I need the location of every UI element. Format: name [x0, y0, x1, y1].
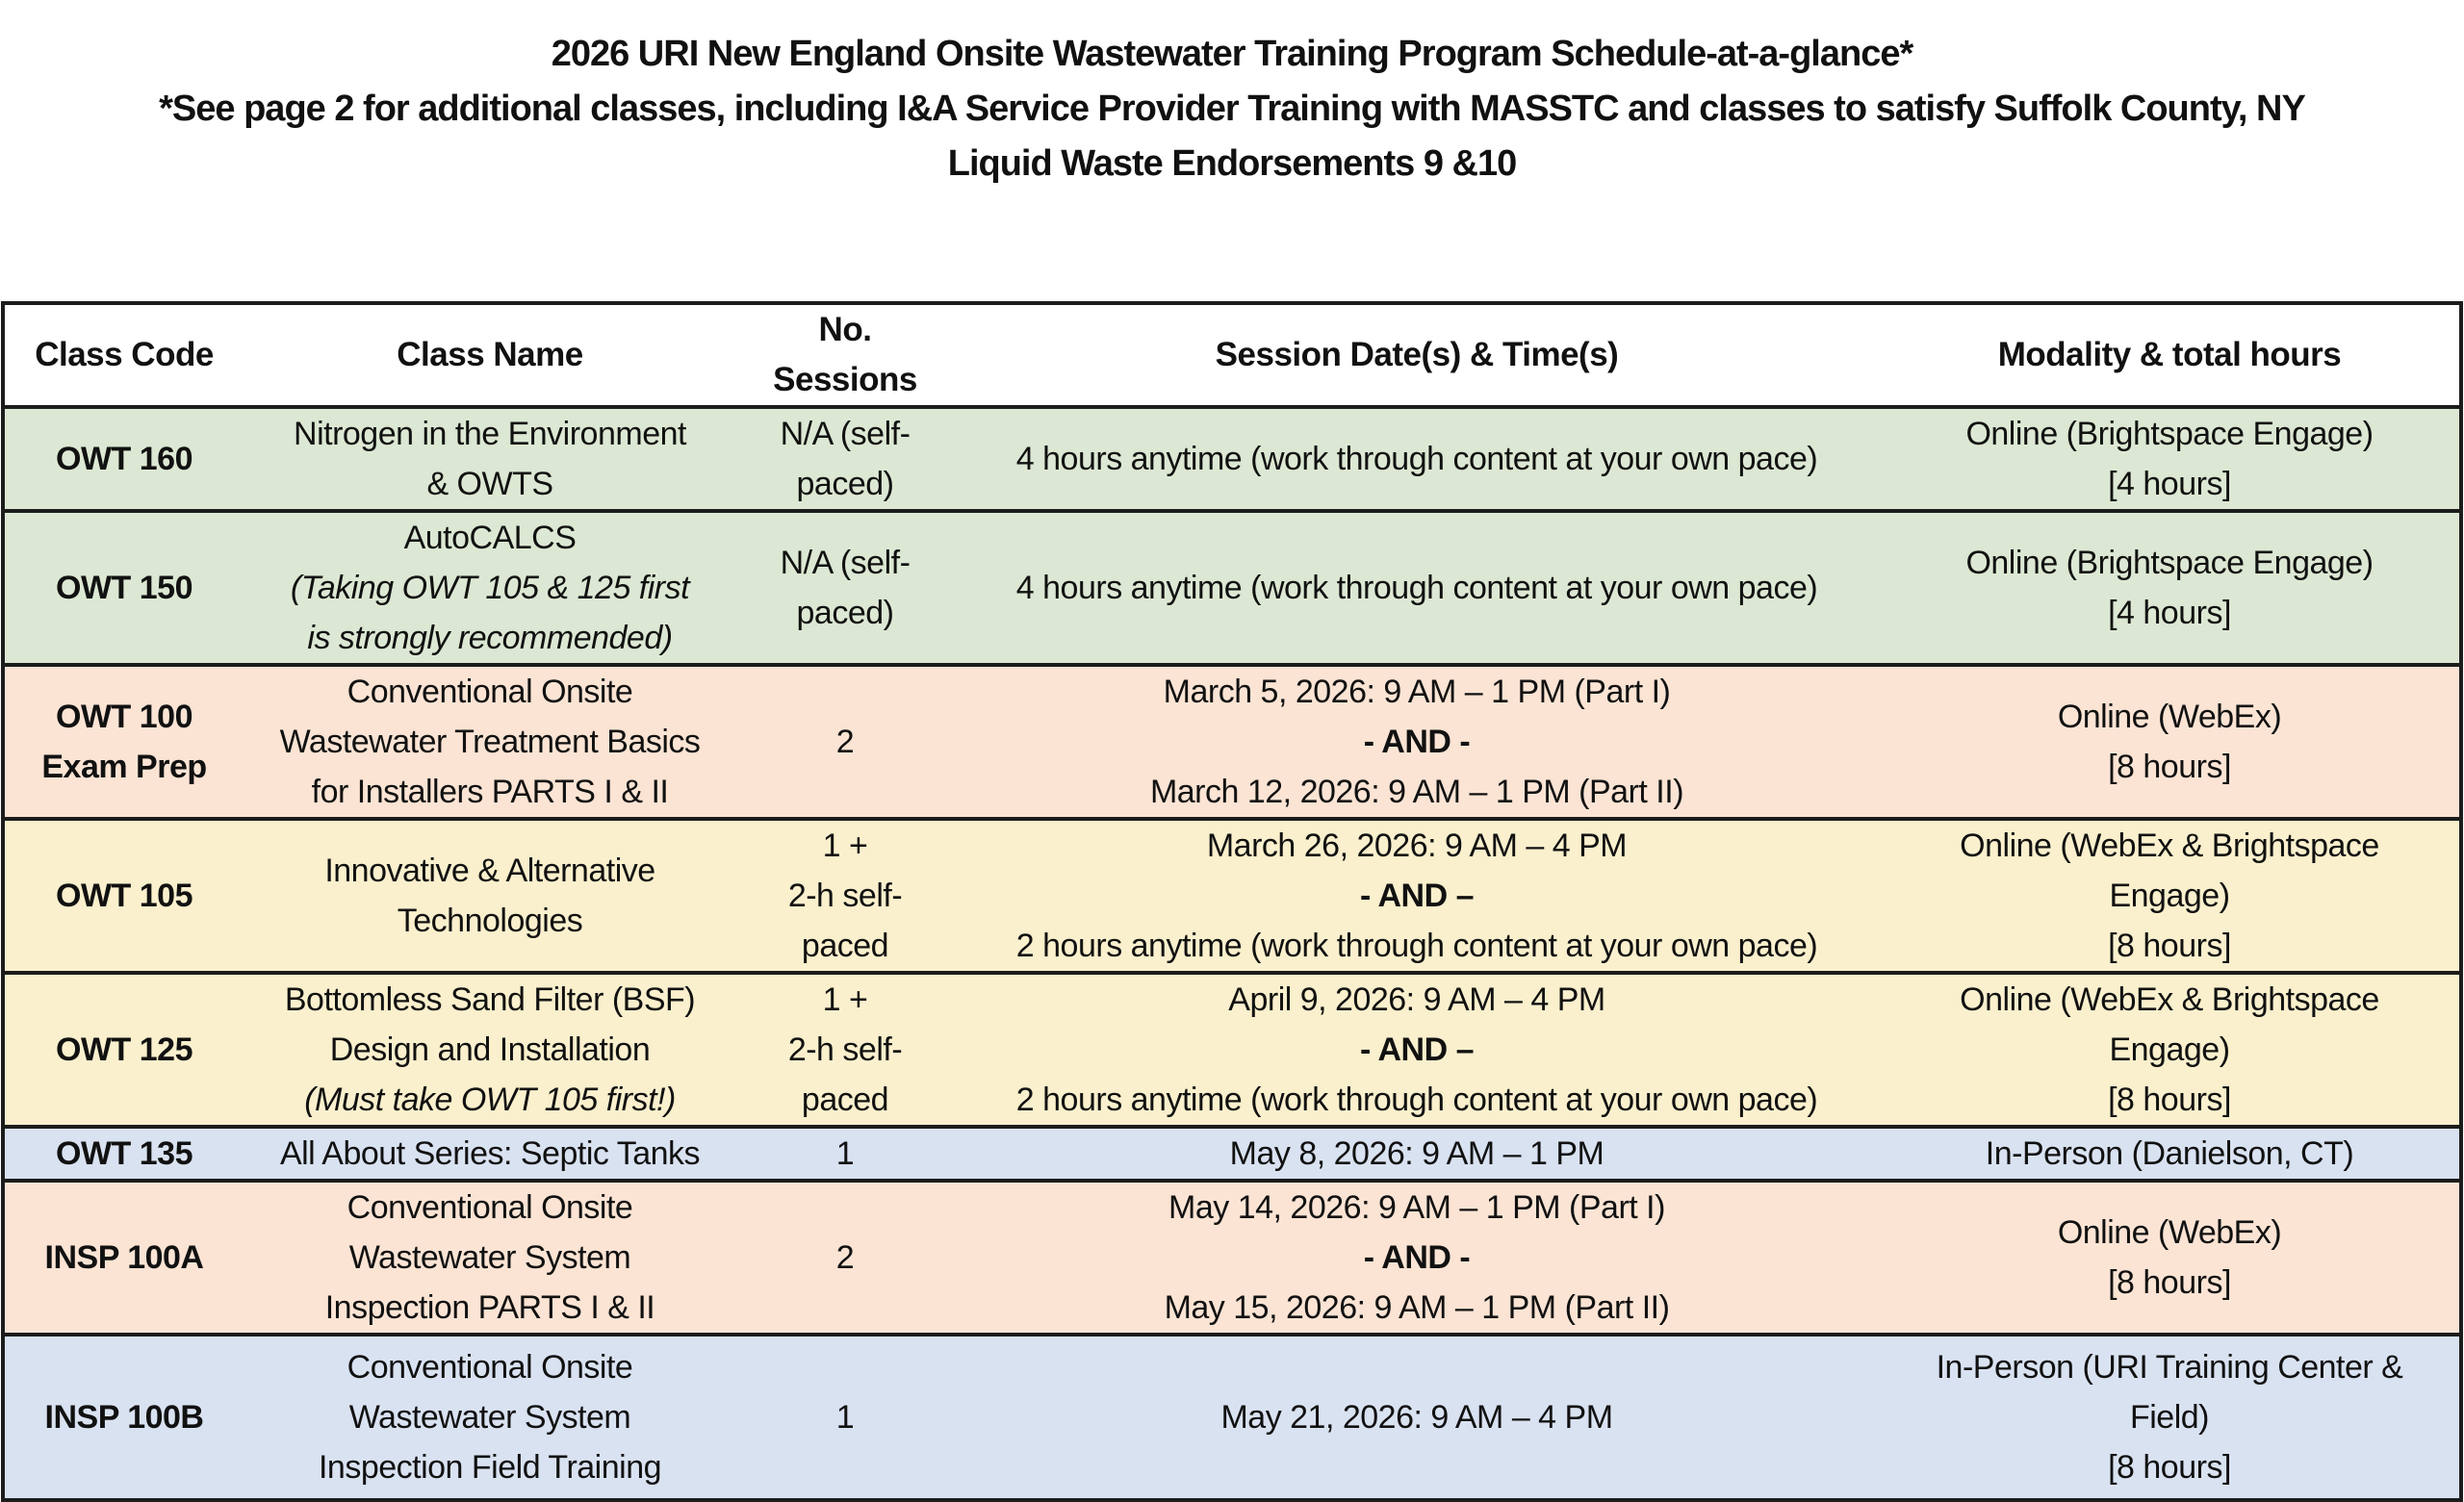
cell-line: N/A (self-	[780, 416, 911, 452]
cell-line: In-Person (Danielson, CT)	[1985, 1135, 2354, 1172]
cell-line: [8 hours]	[2108, 1264, 2231, 1301]
title-line-3: Liquid Waste Endorsements 9 &10	[947, 143, 1517, 184]
cell-line: 4 hours anytime (work through content at your own pace)	[1015, 441, 1818, 477]
header-line: No.	[818, 311, 872, 348]
cell-line: Conventional Onsite	[346, 674, 633, 710]
cell-line: March 5, 2026: 9 AM – 1 PM (Part I)	[1163, 674, 1671, 710]
sessions-cell	[736, 819, 954, 973]
cell-line: Conventional Onsite	[346, 1349, 633, 1386]
class-name-cell	[244, 407, 736, 511]
class-code-cell	[3, 665, 244, 819]
sessions-cell	[736, 1181, 954, 1335]
cell-line: Conventional Onsite	[346, 1189, 633, 1226]
cell-line: [8 hours]	[2108, 1449, 2231, 1486]
cell-line: for Installers PARTS I & II	[311, 774, 669, 810]
dates-cell	[954, 1181, 1880, 1335]
cell-line: (Must take OWT 105 first!)	[304, 1082, 676, 1118]
cell-line: [4 hours]	[2108, 595, 2231, 631]
table-row-insp-100b	[3, 1335, 2461, 1500]
cell-line: AutoCALCS	[403, 520, 577, 556]
header-line: Modality & total hours	[1997, 336, 2342, 373]
header-line: Session Date(s) & Time(s)	[1215, 336, 1619, 373]
sessions-cell	[736, 407, 954, 511]
cell-line: INSP 100B	[44, 1399, 204, 1436]
dates-cell	[954, 1127, 1880, 1181]
cell-line: 1	[835, 1135, 855, 1172]
cell-line: Bottomless Sand Filter (BSF)	[284, 981, 696, 1018]
dates-cell	[954, 665, 1880, 819]
table-row-owt-135	[3, 1127, 2461, 1181]
cell-line: paced)	[796, 595, 894, 631]
class-code-cell	[3, 973, 244, 1127]
cell-line: Online (WebEx)	[2057, 1214, 2282, 1251]
title-line-2: *See page 2 for additional classes, including I&A Service Provider Training with MASSTC and classes to satisfy Suffolk County, NY	[159, 89, 2305, 129]
modality-cell	[1880, 973, 2461, 1127]
cell-line: 2 hours anytime (work through content at your own pace)	[1015, 1082, 1818, 1118]
cell-line: 1	[835, 1399, 855, 1436]
modality-cell	[1880, 1335, 2461, 1500]
cell-line: 2-h self-	[787, 1031, 903, 1068]
cell-line: 1 +	[822, 981, 868, 1018]
cell-line: - AND -	[1363, 1239, 1471, 1276]
table-row-insp-100a	[3, 1181, 2461, 1335]
cell-line: paced	[801, 928, 889, 964]
cell-line: 1 +	[822, 827, 868, 864]
cell-line: - AND –	[1359, 1031, 1475, 1068]
cell-line: Online (Brightspace Engage)	[1965, 416, 2374, 452]
cell-line: All About Series: Septic Tanks	[279, 1135, 701, 1172]
cell-line: [8 hours]	[2108, 749, 2231, 785]
column-header-class-name	[244, 303, 736, 407]
cell-line: May 15, 2026: 9 AM – 1 PM (Part II)	[1164, 1289, 1670, 1326]
cell-line: (Taking OWT 105 & 125 first	[290, 570, 690, 606]
cell-line: OWT 125	[56, 1031, 192, 1068]
modality-cell	[1880, 819, 2461, 973]
class-code-cell	[3, 511, 244, 665]
class-name-cell	[244, 1127, 736, 1181]
cell-line: March 12, 2026: 9 AM – 1 PM (Part II)	[1149, 774, 1684, 810]
class-code-cell	[3, 1181, 244, 1335]
dates-cell	[954, 407, 1880, 511]
cell-line: Online (WebEx & Brightspace	[1960, 981, 2379, 1018]
column-header-modality	[1880, 303, 2461, 407]
cell-line: Field)	[2129, 1399, 2210, 1436]
cell-line: [4 hours]	[2108, 466, 2231, 502]
class-code-cell	[3, 819, 244, 973]
schedule-table-body	[3, 407, 2461, 1500]
cell-line: Nitrogen in the Environment	[294, 416, 686, 452]
cell-line: Wastewater System	[348, 1239, 631, 1276]
column-header-class-code	[3, 303, 244, 407]
modality-cell	[1880, 407, 2461, 511]
table-row-owt-105	[3, 819, 2461, 973]
cell-line: Technologies	[397, 903, 583, 939]
table-row-owt-125	[3, 973, 2461, 1127]
cell-line: May 8, 2026: 9 AM – 1 PM	[1229, 1135, 1604, 1172]
cell-line: N/A (self-	[780, 545, 911, 581]
cell-line: OWT 135	[56, 1135, 192, 1172]
cell-line: 4 hours anytime (work through content at your own pace)	[1015, 570, 1818, 606]
cell-line: paced	[801, 1082, 889, 1118]
dates-cell	[954, 819, 1880, 973]
cell-line: Online (WebEx & Brightspace	[1960, 827, 2379, 864]
cell-line: 2-h self-	[787, 878, 903, 914]
header-line: Class Code	[35, 336, 214, 373]
sessions-cell	[736, 665, 954, 819]
cell-line: Design and Installation	[329, 1031, 651, 1068]
modality-cell	[1880, 511, 2461, 665]
cell-line: Online (Brightspace Engage)	[1965, 545, 2374, 581]
cell-line: March 26, 2026: 9 AM – 4 PM	[1206, 827, 1628, 864]
class-code-cell	[3, 407, 244, 511]
cell-line: paced)	[796, 466, 894, 502]
cell-line: Online (WebEx)	[2057, 699, 2282, 735]
header-line: Sessions	[773, 361, 917, 398]
modality-cell	[1880, 1127, 2461, 1181]
class-name-cell	[244, 819, 736, 973]
cell-line: [8 hours]	[2108, 928, 2231, 964]
cell-line: Engage)	[2109, 1031, 2230, 1068]
dates-cell	[954, 973, 1880, 1127]
cell-line: - AND -	[1363, 724, 1471, 760]
title-line-1: 2026 URI New England Onsite Wastewater Training Program Schedule-at-a-glance*	[551, 34, 1913, 74]
cell-line: OWT 100	[56, 699, 192, 735]
sessions-cell	[736, 1335, 954, 1500]
sessions-cell	[736, 973, 954, 1127]
cell-line: INSP 100A	[44, 1239, 204, 1276]
cell-line: & OWTS	[426, 466, 553, 502]
cell-line: - AND –	[1359, 878, 1475, 914]
cell-line: Inspection Field Training	[318, 1449, 662, 1486]
column-header-no-sessions	[736, 303, 954, 407]
cell-line: OWT 105	[56, 878, 192, 914]
cell-line: Wastewater Treatment Basics	[279, 724, 701, 760]
cell-line: Innovative & Alternative	[324, 853, 655, 889]
sessions-cell	[736, 511, 954, 665]
page-title	[0, 0, 2464, 191]
cell-line: [8 hours]	[2108, 1082, 2231, 1118]
cell-line: May 21, 2026: 9 AM – 4 PM	[1220, 1399, 1613, 1436]
column-header-session-dates	[954, 303, 1880, 407]
class-name-cell	[244, 665, 736, 819]
cell-line: May 14, 2026: 9 AM – 1 PM (Part I)	[1168, 1189, 1665, 1226]
cell-line: Inspection PARTS I & II	[324, 1289, 655, 1326]
table-row-owt-160	[3, 407, 2461, 511]
table-header-row	[3, 303, 2461, 407]
class-code-cell	[3, 1335, 244, 1500]
class-code-cell	[3, 1127, 244, 1181]
cell-line: 2	[835, 724, 855, 760]
schedule-table	[1, 301, 2463, 1502]
dates-cell	[954, 1335, 1880, 1500]
modality-cell	[1880, 1181, 2461, 1335]
cell-line: 2	[835, 1239, 855, 1276]
cell-line: OWT 160	[56, 441, 192, 477]
cell-line: April 9, 2026: 9 AM – 4 PM	[1228, 981, 1605, 1018]
class-name-cell	[244, 1335, 736, 1500]
cell-line: OWT 150	[56, 570, 192, 606]
class-name-cell	[244, 1181, 736, 1335]
class-name-cell	[244, 511, 736, 665]
table-row-owt-150	[3, 511, 2461, 665]
cell-line: Exam Prep	[41, 749, 207, 785]
cell-line: In-Person (URI Training Center &	[1936, 1349, 2403, 1386]
cell-line: 2 hours anytime (work through content at your own pace)	[1015, 928, 1818, 964]
cell-line: Wastewater System	[348, 1399, 631, 1436]
sessions-cell	[736, 1127, 954, 1181]
class-name-cell	[244, 973, 736, 1127]
modality-cell	[1880, 665, 2461, 819]
header-line: Class Name	[397, 336, 583, 373]
dates-cell	[954, 511, 1880, 665]
cell-line: Engage)	[2109, 878, 2230, 914]
cell-line: is strongly recommended)	[307, 620, 673, 656]
table-row-owt-100-exam-prep	[3, 665, 2461, 819]
